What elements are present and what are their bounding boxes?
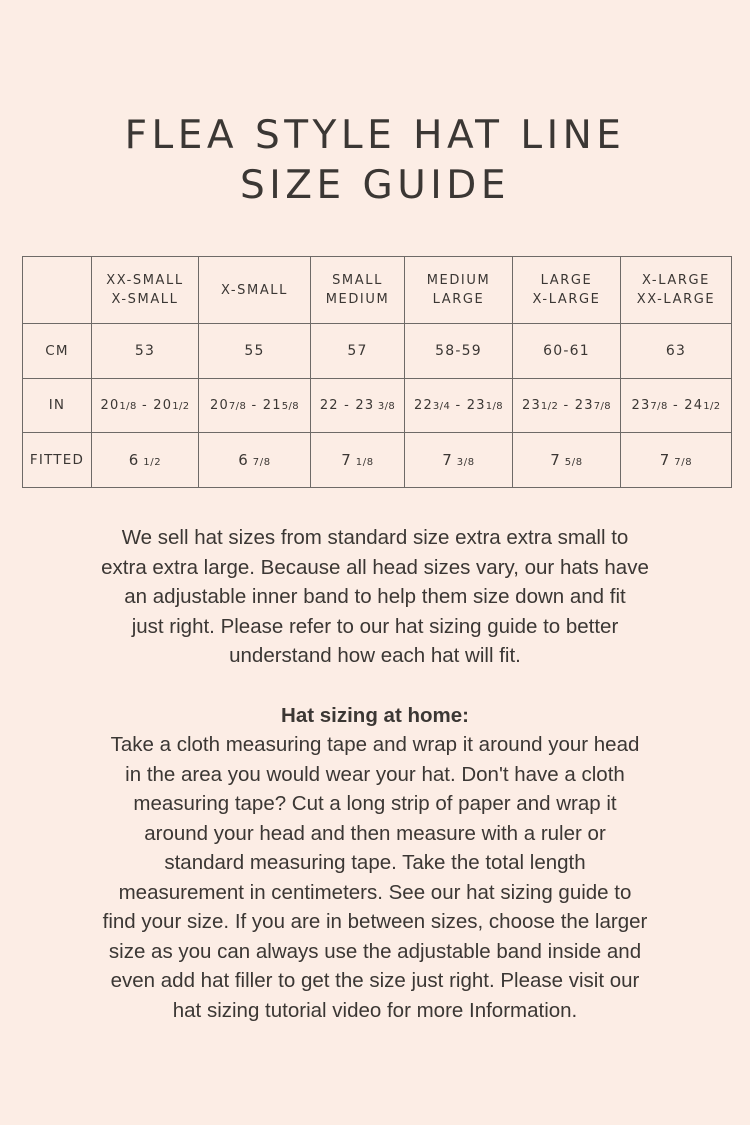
whole-number: 22 xyxy=(319,397,339,413)
text-line: size as you can always use the adjustable band inside and xyxy=(108,939,642,963)
whole-number: 7 xyxy=(659,450,671,469)
home-sizing-paragraph xyxy=(40,730,710,1025)
table-cell xyxy=(199,433,311,488)
fraction: 1/8 xyxy=(119,400,137,412)
table-cell: 55 xyxy=(199,324,311,379)
whole-number: 6 xyxy=(238,450,250,469)
range-separator: - xyxy=(667,397,685,413)
table-corner-cell xyxy=(23,257,92,324)
table-cell xyxy=(199,378,311,433)
column-header-xl-xxl xyxy=(621,257,732,324)
text-line: measurement in centimeters. See our hat sizing guide to xyxy=(118,880,632,904)
column-header-line: LARGE xyxy=(540,273,593,288)
whole-number: 23 xyxy=(574,397,594,413)
text-line: Take a cloth measuring tape and wrap it around your head xyxy=(110,733,640,756)
column-header-line: MEDIUM xyxy=(426,273,491,288)
fraction: 1/2 xyxy=(139,456,162,468)
table-cell xyxy=(92,378,199,433)
text-line: standard measuring tape. Take the total length xyxy=(164,851,586,874)
column-header-line: XX-LARGE xyxy=(636,292,716,307)
column-header-xxs-xs xyxy=(92,257,199,324)
range-separator: - xyxy=(558,397,575,413)
fraction: 7/8 xyxy=(593,400,612,412)
column-header-line: X-LARGE xyxy=(532,292,601,307)
column-header-l-xl xyxy=(513,257,621,324)
row-label-in: IN xyxy=(23,378,92,433)
intro-paragraph xyxy=(40,523,710,671)
range-separator: - xyxy=(246,397,263,413)
whole-number: 20 xyxy=(153,397,173,413)
column-header-line: XX-SMALL xyxy=(106,273,184,288)
range-separator: - xyxy=(136,397,154,413)
fraction: 3/4 xyxy=(432,400,451,412)
row-label-fitted: FITTED xyxy=(23,433,92,488)
table-cell xyxy=(405,378,513,433)
table-row-in xyxy=(23,378,732,433)
column-header-m-l xyxy=(405,257,513,324)
fraction: 1/2 xyxy=(540,400,559,412)
whole-number: 6 xyxy=(128,450,140,469)
text-line: in the area you would wear your hat. Don't have a cloth xyxy=(125,762,625,786)
table-row-fitted xyxy=(23,433,732,488)
text-line: even add hat filler to get the size just right. Please visit our xyxy=(110,969,640,992)
table-cell xyxy=(311,378,405,433)
range-separator: - xyxy=(450,397,467,413)
column-header-line: X-SMALL xyxy=(221,282,288,298)
table-cell xyxy=(513,433,621,488)
text-line: extra extra large. Because all head sizes vary, our hats have xyxy=(101,555,649,579)
whole-number: 7 xyxy=(442,450,454,469)
fraction: 7/8 xyxy=(670,456,693,468)
fraction: 5/8 xyxy=(281,400,300,412)
whole-number: 22 xyxy=(413,397,433,413)
whole-number: 23 xyxy=(631,397,651,413)
range-separator: - xyxy=(338,397,356,413)
column-header-xs xyxy=(199,257,311,324)
title-line-1: FLEA STYLE HAT LINE xyxy=(124,113,626,158)
text-line: We sell hat sizes from standard size extra extra small to xyxy=(121,526,629,549)
table-cell: 53 xyxy=(92,324,199,379)
column-header-line: SMALL xyxy=(332,273,383,288)
table-cell xyxy=(92,433,199,488)
page-title xyxy=(0,111,750,211)
whole-number: 20 xyxy=(209,397,229,413)
row-label-cm: CM xyxy=(23,324,92,379)
fraction: 7/8 xyxy=(228,400,247,412)
whole-number: 23 xyxy=(355,397,375,413)
fraction: 1/2 xyxy=(172,400,190,412)
table-row-cm xyxy=(23,324,732,379)
fraction: 7/8 xyxy=(650,400,668,412)
column-header-line: X-LARGE xyxy=(642,273,710,288)
table-header-row xyxy=(23,257,732,324)
fraction: 3/8 xyxy=(374,400,396,412)
fraction: 1/8 xyxy=(352,456,374,468)
whole-number: 23 xyxy=(521,397,541,413)
title-line-2: SIZE GUIDE xyxy=(240,163,510,208)
whole-number: 21 xyxy=(262,397,282,413)
text-line: find your size. If you are in between sizes, choose the larger xyxy=(102,910,648,933)
text-line: around your head and then measure with a ruler or xyxy=(144,821,606,845)
table-cell: 60-61 xyxy=(513,324,621,379)
fraction: 7/8 xyxy=(249,456,271,468)
table-cell xyxy=(311,433,405,488)
column-header-line: LARGE xyxy=(432,292,485,307)
table-cell xyxy=(621,378,732,433)
text-line: an adjustable inner band to help them size down and fit xyxy=(124,585,626,608)
table-cell xyxy=(405,433,513,488)
whole-number: 7 xyxy=(550,450,562,469)
whole-number: 24 xyxy=(684,397,704,413)
text-line: just right. Please refer to our hat sizing guide to better xyxy=(131,614,619,638)
column-header-line: MEDIUM xyxy=(325,292,390,307)
fraction: 5/8 xyxy=(561,456,583,468)
table-cell: 58-59 xyxy=(405,324,513,379)
whole-number: 20 xyxy=(100,397,120,413)
table-cell: 57 xyxy=(311,324,405,379)
home-sizing-heading: Hat sizing at home: xyxy=(281,704,469,727)
column-header-line: X-SMALL xyxy=(111,292,179,307)
text-line: measuring tape? Cut a long strip of paper and wrap it xyxy=(133,792,617,815)
text-line: understand how each hat will fit. xyxy=(229,644,521,667)
table-cell: 63 xyxy=(621,324,732,379)
column-header-s-m xyxy=(311,257,405,324)
fraction: 1/2 xyxy=(703,400,721,412)
table-cell xyxy=(621,433,732,488)
whole-number: 7 xyxy=(341,450,353,469)
whole-number: 23 xyxy=(466,397,486,413)
size-guide-table xyxy=(22,256,732,488)
fraction: 3/8 xyxy=(453,456,475,468)
table-cell xyxy=(513,378,621,433)
text-line: hat sizing tutorial video for more Information. xyxy=(172,998,578,1022)
fraction: 1/8 xyxy=(485,400,504,412)
